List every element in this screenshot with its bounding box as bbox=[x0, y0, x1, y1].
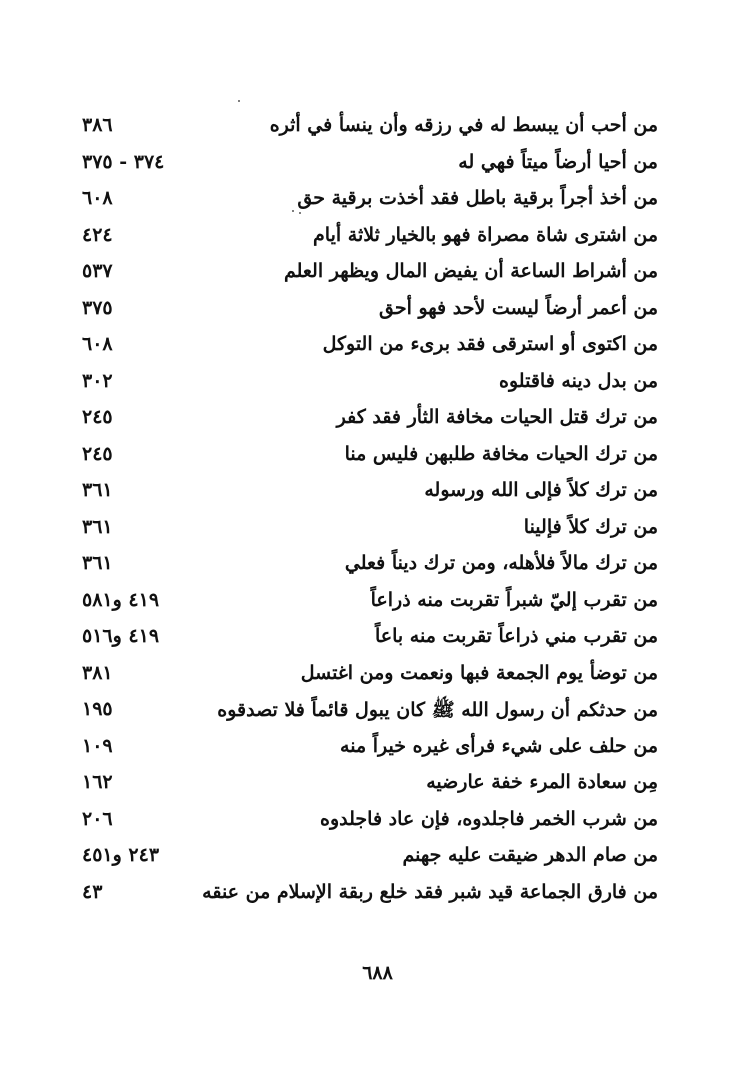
entry-text: من ترك قتل الحيات مخافة الثأر فقد كفر bbox=[336, 406, 658, 428]
entry-page-reference: ٦٠٨ bbox=[82, 187, 113, 209]
index-entry bbox=[82, 696, 658, 733]
entry-page-reference: ١٠٩ bbox=[82, 734, 113, 757]
entry-page-reference: ٣٧٤ - ٣٧٥ bbox=[82, 150, 165, 173]
entry-page-reference: ١٩٥ bbox=[82, 698, 113, 720]
entry-page-reference: ٤٢٤ bbox=[82, 223, 113, 246]
entry-text: من شرب الخمر فاجلدوه، فإن عاد فاجلدوه bbox=[320, 807, 658, 830]
entry-page-reference: ٣٧٥ bbox=[82, 296, 113, 319]
index-entry bbox=[82, 368, 658, 405]
entry-page-reference: ٣٦١ bbox=[82, 479, 113, 501]
entry-text: من ترك كلاً فإلينا bbox=[523, 515, 658, 538]
index-entry bbox=[82, 769, 658, 806]
index-entry bbox=[82, 514, 658, 551]
entry-page-reference: ٤١٩ و٥٨١ bbox=[82, 588, 160, 611]
entry-page-reference: ٢٤٥ bbox=[82, 406, 113, 428]
entry-text: من تقرب مني ذراعاً تقربت منه باعاً bbox=[374, 625, 658, 647]
index-entry bbox=[82, 185, 658, 222]
entry-text: من حدثكم أن رسول الله ﷺ كان يبول قائماً فلا تصدقوه bbox=[217, 699, 658, 721]
entry-text: من ترك كلاً فإلى الله ورسوله bbox=[424, 479, 658, 501]
entry-page-reference: ٢٤٣ و٤٥١ bbox=[82, 844, 160, 866]
index-entry bbox=[82, 149, 658, 186]
index-entry bbox=[82, 660, 658, 697]
entry-text: مِن سعادة المرء خفة عارضيه bbox=[426, 771, 658, 793]
entry-text: من أشراط الساعة أن يفيض المال ويظهر العلم bbox=[283, 260, 658, 282]
entry-page-reference: ١٦٢ bbox=[82, 771, 113, 793]
entry-page-reference: ٣٦١ bbox=[82, 552, 113, 574]
index-entry bbox=[82, 733, 658, 770]
entry-page-reference: ٥٣٧ bbox=[82, 260, 113, 282]
index-entry bbox=[82, 587, 658, 624]
entry-page-reference: ٢٤٥ bbox=[82, 442, 113, 465]
entry-page-reference: ٣٨١ bbox=[82, 661, 113, 684]
hadith-index-list bbox=[82, 112, 658, 915]
entry-text: من أحيا أرضاً ميتاً فهي له bbox=[458, 150, 658, 173]
entry-text: من توضأ يوم الجمعة فبها ونعمت ومن اغتسل bbox=[300, 661, 658, 684]
index-entry bbox=[82, 222, 658, 259]
index-entry bbox=[82, 295, 658, 332]
entry-page-reference: ٤٣ bbox=[82, 880, 103, 903]
index-entry bbox=[82, 331, 658, 368]
index-entry bbox=[82, 112, 658, 149]
entry-text: من بدل دينه فاقتلوه bbox=[499, 369, 658, 392]
index-entry bbox=[82, 258, 658, 295]
index-entry bbox=[82, 550, 658, 587]
entry-page-reference: ٢٠٦ bbox=[82, 807, 113, 830]
index-entry bbox=[82, 842, 658, 879]
entry-text: من حلف على شيء فرأى غيره خيراً منه bbox=[340, 734, 658, 757]
entry-text: من فارق الجماعة قيد شبر فقد خلع ربقة الإسلام من عنقه bbox=[202, 880, 658, 903]
index-entry bbox=[82, 404, 658, 441]
entry-page-reference: ٣٦١ bbox=[82, 515, 113, 538]
entry-text: من صام الدهر ضيقت عليه جهنم bbox=[402, 844, 658, 866]
index-entry bbox=[82, 806, 658, 843]
index-entry bbox=[82, 441, 658, 478]
entry-text: من تقرب إليّ شبراً تقربت منه ذراعاً bbox=[370, 588, 658, 611]
page-number: ٦٨٨ bbox=[362, 962, 393, 984]
entry-text: من ترك الحيات مخافة طلبهن فليس منا bbox=[344, 442, 658, 465]
entry-page-reference: ٦٠٨ bbox=[82, 333, 113, 355]
entry-text: من ترك مالاً فلأهله، ومن ترك ديناً فعلي bbox=[344, 552, 658, 574]
entry-page-reference: ٣٨٦ bbox=[82, 114, 113, 136]
scan-speck bbox=[238, 100, 240, 102]
entry-page-reference: ٣٠٢ bbox=[82, 369, 113, 392]
entry-text: من اشترى شاة مصراة فهو بالخيار ثلاثة أيام bbox=[313, 223, 658, 246]
entry-text: من اكتوى أو استرقى فقد برىء من التوكل bbox=[322, 333, 658, 355]
index-entry bbox=[82, 477, 658, 514]
entry-page-reference: ٤١٩ و٥١٦ bbox=[82, 625, 160, 647]
entry-text: من أخذ أجراً برقية باطل فقد أخذت برقية حق bbox=[297, 187, 658, 209]
index-entry bbox=[82, 879, 658, 916]
entry-text: من أعمر أرضاً ليست لأحد فهو أحق bbox=[379, 296, 658, 319]
index-entry bbox=[82, 623, 658, 660]
entry-text: من أحب أن يبسط له في رزقه وأن ينسأ في أثره bbox=[269, 114, 658, 136]
